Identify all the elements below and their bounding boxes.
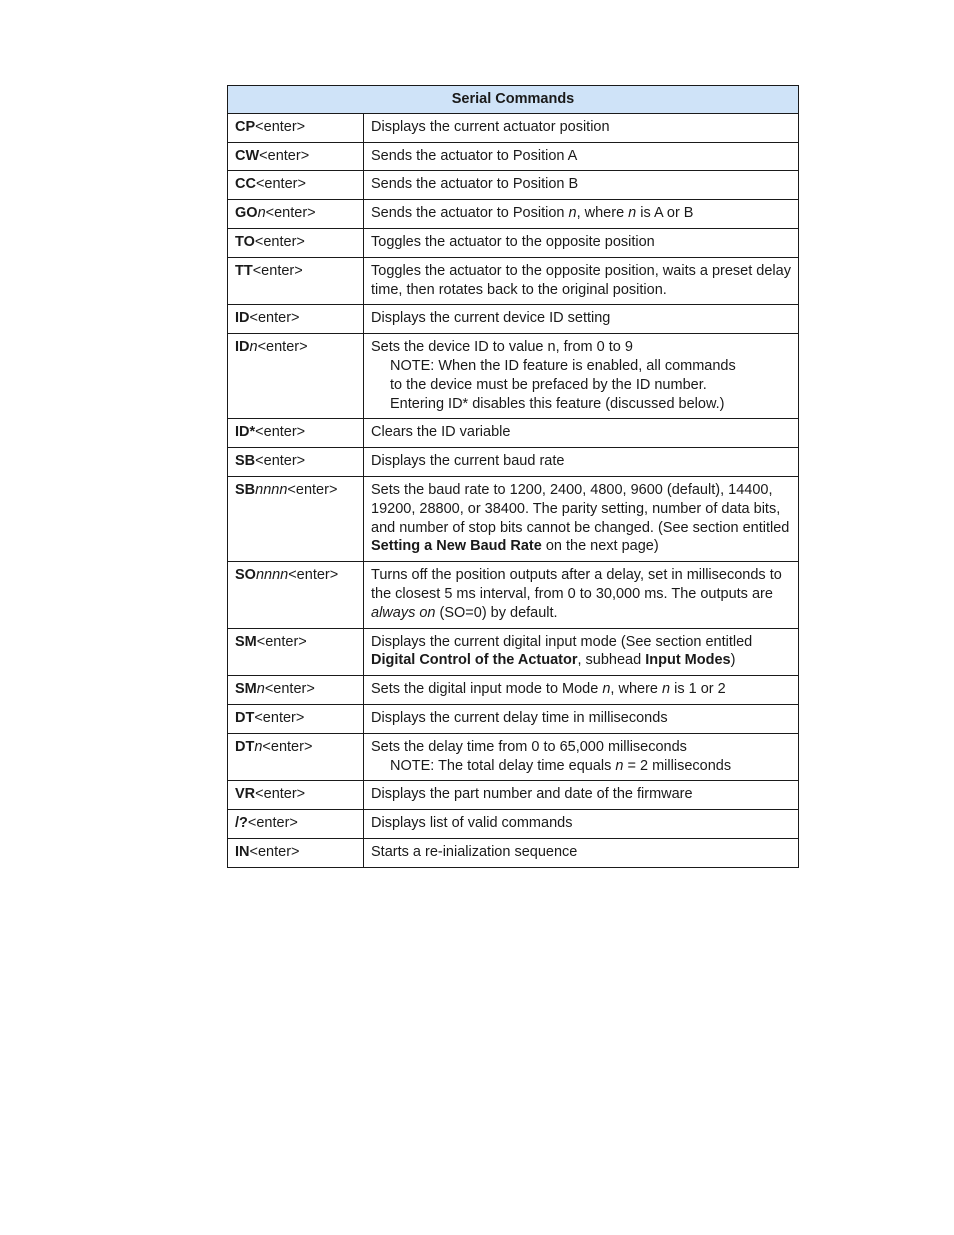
command-suffix: <enter> [257,339,308,356]
command-cell [228,448,364,477]
command-name: DT [235,738,255,755]
command-name: ID [235,310,250,327]
command-suffix: <enter> [255,786,306,803]
description-italic: always on [371,604,436,621]
command-suffix: <enter> [254,233,305,250]
description-cell: Displays the current baud rate [364,448,799,477]
table-row [228,228,799,257]
table-row [228,562,799,628]
table-row [228,113,799,142]
description-text: is A or B [636,205,694,222]
description-note [371,757,792,776]
description-text: is 1 or 2 [670,681,726,698]
table-title: Serial Commands [228,86,799,114]
command-name: CC [235,176,256,193]
description-cell: Displays the current delay time in milliseconds [364,704,799,733]
description-cell [364,334,799,419]
description-bold: Digital Control of the Actuator [371,652,578,669]
command-cell [228,419,364,448]
description-cell [364,628,799,676]
command-cell [228,781,364,810]
description-cell: Toggles the actuator to the opposite position [364,228,799,257]
command-suffix: <enter> [256,633,307,650]
description-text: , where [576,205,629,222]
description-text: Sets the device ID to value n, from 0 to 9 [371,339,633,356]
command-cell [228,628,364,676]
command-cell [228,334,364,419]
description-cell: Displays the current actuator position [364,113,799,142]
command-suffix: <enter> [287,481,338,498]
command-suffix: <enter> [262,738,313,755]
command-name: SM [235,681,257,698]
command-variable: n [249,339,258,356]
command-suffix: <enter> [247,815,298,832]
description-note: Entering ID* disables this feature (discussed below.) [390,395,725,412]
command-cell [228,305,364,334]
command-cell [228,113,364,142]
command-name: SO [235,567,256,584]
command-cell [228,838,364,867]
command-cell [228,704,364,733]
command-suffix: <enter> [288,567,339,584]
table-row [228,200,799,229]
description-text: Sends the actuator to Position [371,205,569,222]
command-name: IN [235,843,250,860]
command-suffix: <enter> [255,176,306,193]
table-row [228,419,799,448]
description-text: on the next page) [541,538,659,555]
command-name: ID* [235,424,256,441]
description-cell: Displays the current device ID setting [364,305,799,334]
command-suffix: <enter> [264,681,315,698]
table-row [228,628,799,676]
description-text: Sets the delay time from 0 to 65,000 milliseconds [371,738,687,755]
command-name: ID [235,339,250,356]
command-variable: n [254,738,263,755]
description-note: to the device must be prefaced by the ID number. [390,376,707,393]
command-name: GO [235,205,258,222]
command-suffix: <enter> [249,843,300,860]
description-cell [364,676,799,705]
description-cell: Displays list of valid commands [364,810,799,839]
description-text: Displays the current digital input mode (See section entitled [371,633,753,650]
description-text: ) [730,652,736,669]
table-row [228,810,799,839]
description-text: Turns off the position outputs after a delay, set in milliseconds to the closest 5 ms interval, from 0 to 30,000 ms. The outputs are [371,567,782,602]
command-suffix: <enter> [249,310,300,327]
description-text: = 2 milliseconds [623,757,732,774]
description-cell [364,476,799,561]
command-name: VR [235,786,256,803]
command-cell [228,171,364,200]
description-variable: n [615,757,624,774]
command-name: CW [235,147,260,164]
command-variable: n [257,205,266,222]
command-name: TO [235,233,255,250]
command-cell [228,676,364,705]
table-row [228,476,799,561]
command-name: CP [235,118,256,135]
command-cell [228,200,364,229]
table-row [228,305,799,334]
command-cell [228,562,364,628]
description-cell: Toggles the actuator to the opposite position, waits a preset delay time, then rotates back to the original position. [364,257,799,305]
command-name: DT [235,709,255,726]
description-bold: Input Modes [645,652,731,669]
description-variable: n [568,205,577,222]
command-name: SB [235,481,256,498]
description-text: (SO=0) by default. [435,604,558,621]
table-row [228,838,799,867]
command-cell [228,228,364,257]
command-suffix: <enter> [255,424,306,441]
command-cell [228,257,364,305]
description-variable: n [662,681,671,698]
command-suffix: <enter> [265,205,316,222]
description-bold: Setting a New Baud Rate [371,538,542,555]
description-cell [364,200,799,229]
description-text: , subhead [577,652,646,669]
description-cell: Starts a re-inialization sequence [364,838,799,867]
description-note: NOTE: When the ID feature is enabled, all commands [390,357,736,374]
table-row [228,171,799,200]
description-cell: Displays the part number and date of the firmware [364,781,799,810]
command-variable: nnnn [255,481,288,498]
command-suffix: <enter> [252,262,303,279]
command-cell [228,733,364,781]
table-row [228,781,799,810]
command-name: SB [235,453,256,470]
table-row [228,257,799,305]
command-name: SM [235,633,257,650]
command-variable: nnnn [255,567,289,584]
command-suffix: <enter> [254,709,305,726]
description-text: NOTE: The total delay time equals [390,757,616,774]
command-suffix: <enter> [259,147,310,164]
description-cell [364,733,799,781]
description-cell: Sends the actuator to Position B [364,171,799,200]
description-text: , where [610,681,663,698]
table-row [228,733,799,781]
description-text: Sets the baud rate to 1200, 2400, 4800, 9600 (default), 14400, 19200, 28800, or 38400. The parity setting, number of data bits, and number of stop bits cannot be changed. (See section entitled [371,481,790,536]
description-cell: Sends the actuator to Position A [364,142,799,171]
table-row [228,676,799,705]
table-row [228,448,799,477]
description-cell [364,562,799,628]
command-cell [228,476,364,561]
command-variable: n [256,681,265,698]
description-text: Sets the digital input mode to Mode [371,681,603,698]
command-suffix: <enter> [255,453,306,470]
command-cell [228,810,364,839]
table-row [228,704,799,733]
command-name: TT [235,262,253,279]
command-cell [228,142,364,171]
description-variable: n [628,205,637,222]
table-row [228,334,799,419]
description-cell: Clears the ID variable [364,419,799,448]
description-variable: n [602,681,611,698]
serial-commands-table [227,85,799,868]
command-name: /? [235,815,248,832]
table-header-row [228,86,799,114]
table-row [228,142,799,171]
command-suffix: <enter> [255,118,306,135]
